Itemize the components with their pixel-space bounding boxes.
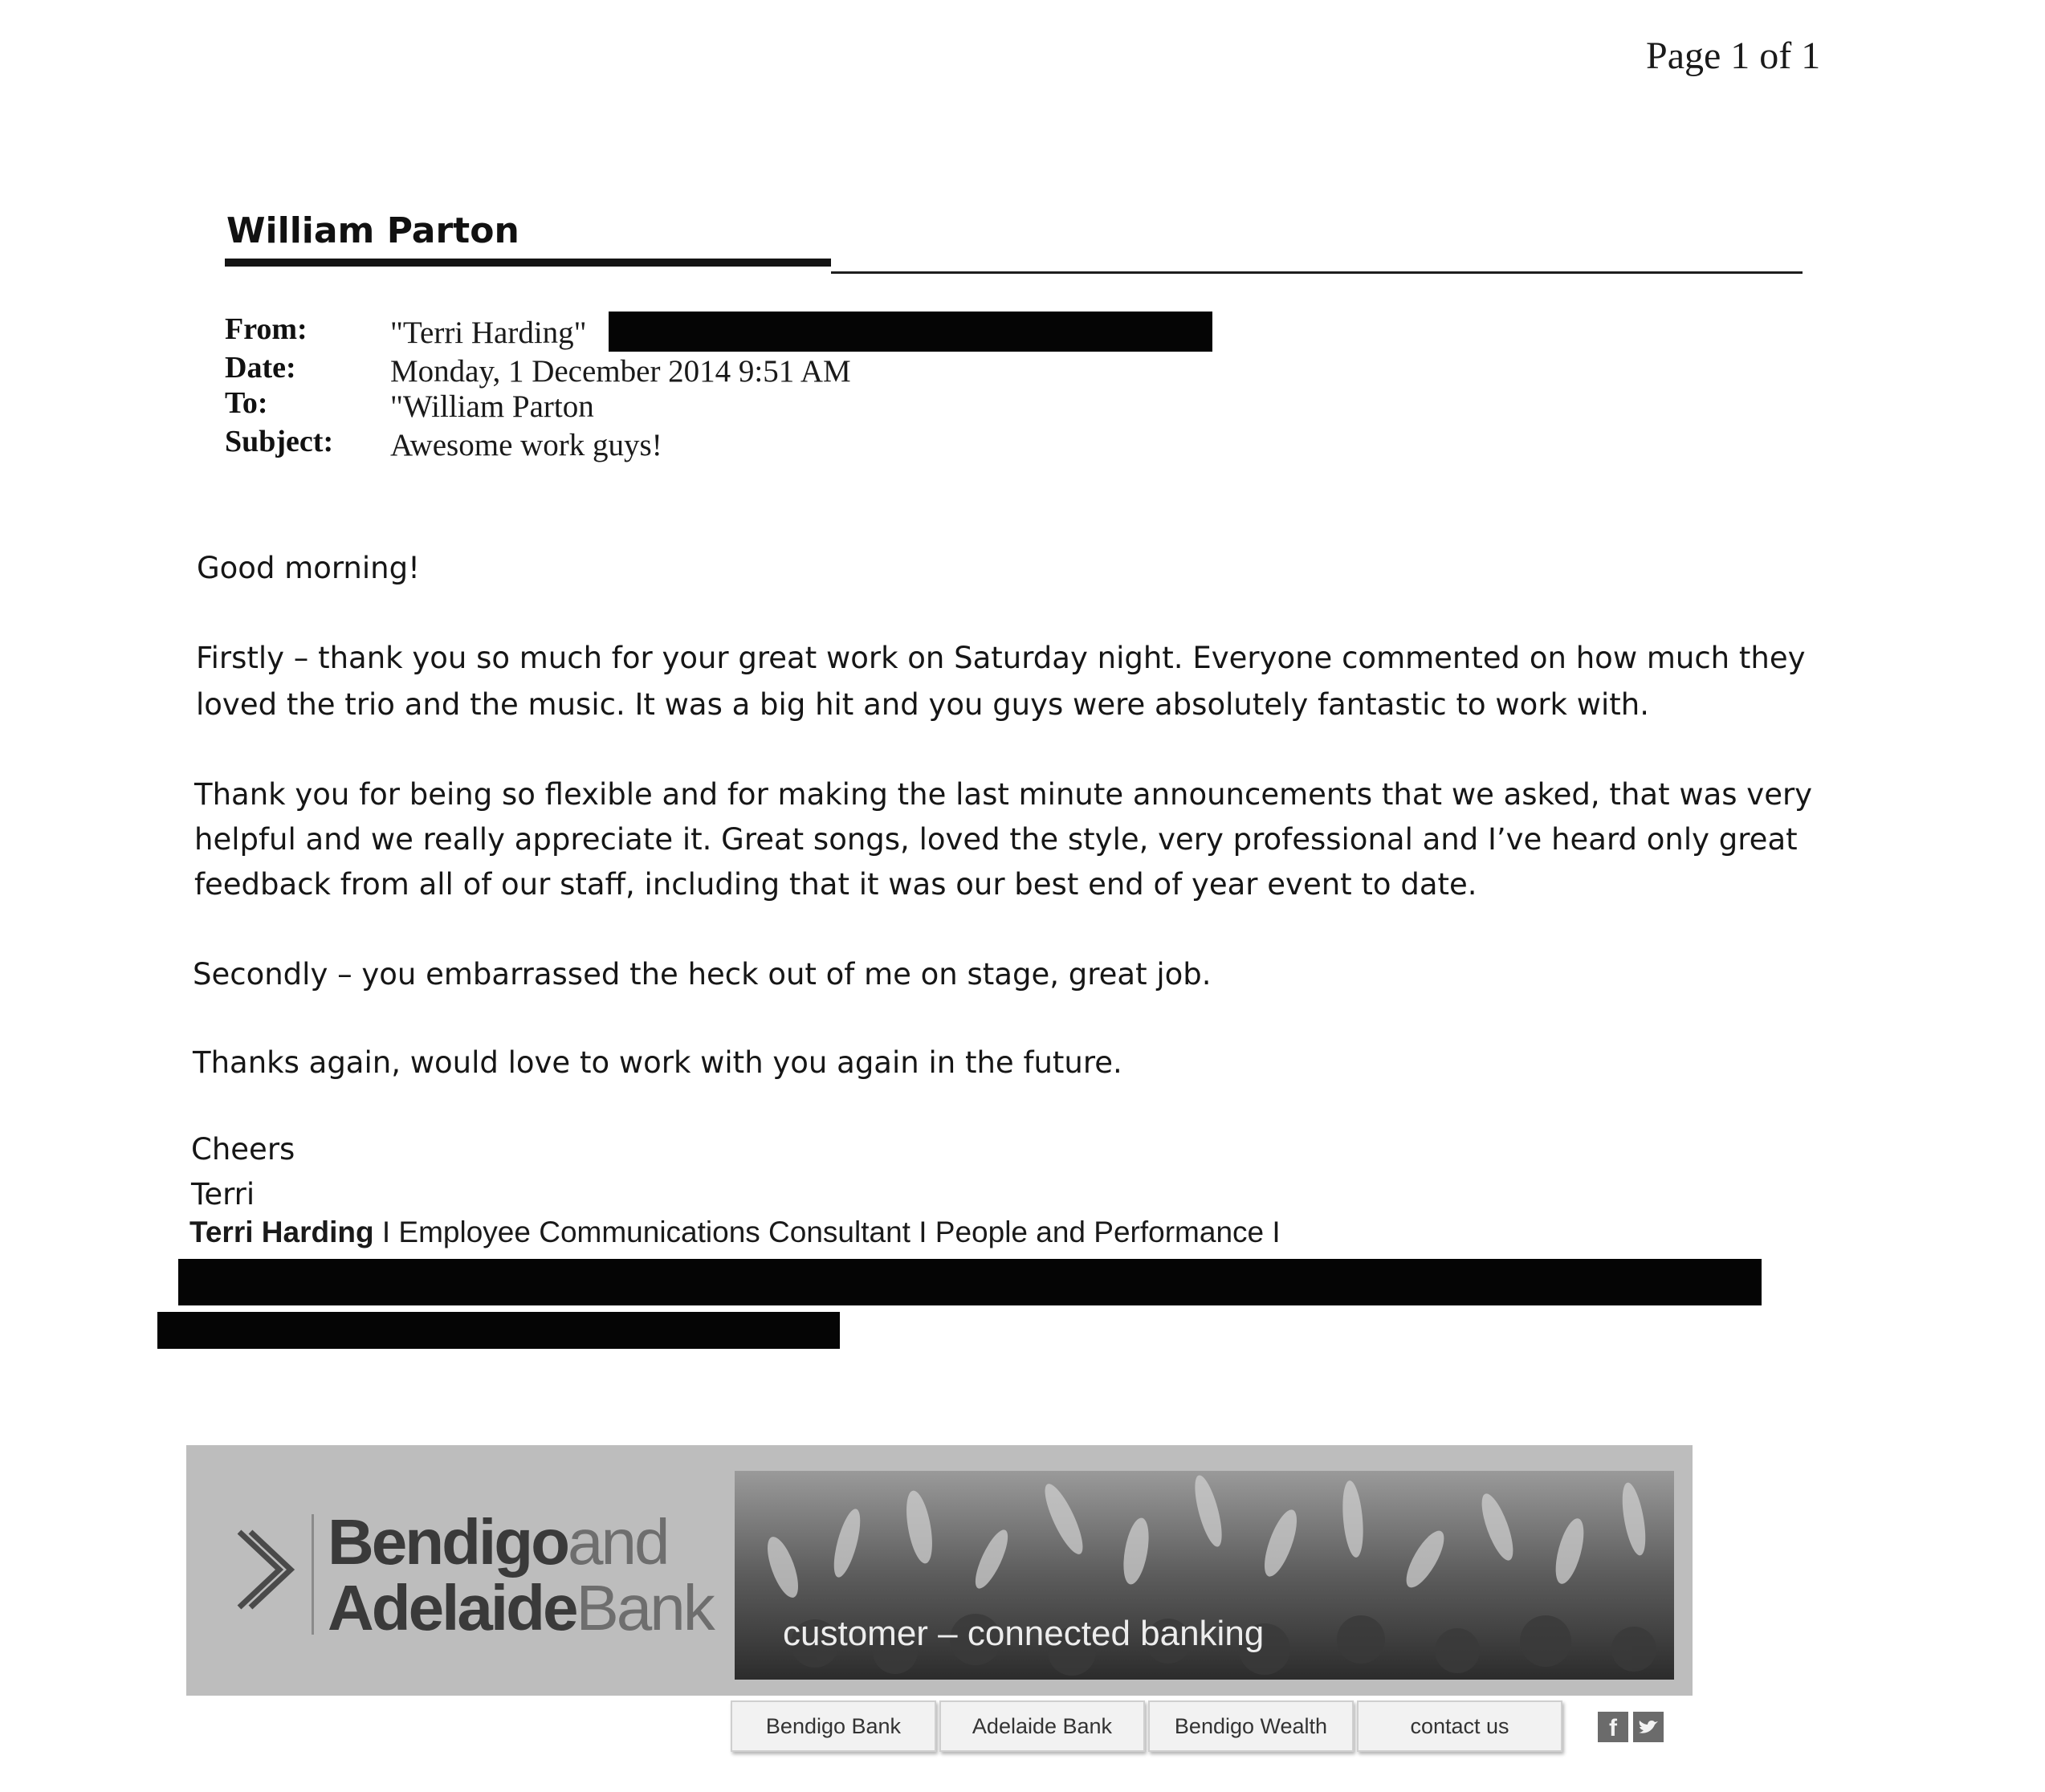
page-number: Page 1 of 1 xyxy=(1646,35,1821,77)
redaction-from-email xyxy=(609,312,1212,352)
crowd-photo xyxy=(735,1471,1674,1680)
date-label: Date: xyxy=(225,351,296,385)
paragraph-4: Thanks again, would love to work with you again in the future. xyxy=(193,1045,1122,1080)
from-value: "Terri Harding" xyxy=(390,316,587,350)
heading-rule-thin xyxy=(831,271,1803,274)
signature-details: I Employee Communications Consultant I People and Performance I xyxy=(373,1216,1281,1248)
paragraph-1-line-1: Firstly – thank you so much for your great work on Saturday night. Everyone commented on how much they xyxy=(196,641,1806,675)
banner-tagline: customer – connected banking xyxy=(783,1614,1265,1653)
logo-bendigo: Bendigo xyxy=(328,1506,568,1578)
paragraph-2-line-1: Thank you for being so flexible and for making the last minute announcements that we asked, that was very xyxy=(194,777,1813,812)
logo-adelaide: Adelaide xyxy=(328,1572,576,1643)
logo-chevron-icon xyxy=(234,1525,299,1614)
subject-label: Subject: xyxy=(225,425,334,458)
greeting: Good morning! xyxy=(197,551,420,585)
bendigo-bank-link[interactable]: Bendigo Bank xyxy=(731,1700,936,1752)
signature-name: Terri Harding xyxy=(189,1216,374,1248)
sender-heading: William Parton xyxy=(226,210,519,251)
redaction-signature-2 xyxy=(157,1312,840,1349)
paragraph-2-line-3: feedback from all of our staff, including that it was our best end of year event to date. xyxy=(194,867,1477,902)
subject-value: Awesome work guys! xyxy=(390,428,662,462)
from-label: From: xyxy=(225,312,308,346)
to-value: "William Parton xyxy=(390,389,594,424)
to-label: To: xyxy=(225,386,268,420)
heading-rule-thick xyxy=(225,259,831,267)
logo-and: and xyxy=(567,1506,668,1578)
logo-divider xyxy=(312,1514,314,1635)
logo-bank: Bank xyxy=(576,1572,713,1643)
date-value: Monday, 1 December 2014 9:51 AM xyxy=(390,354,851,389)
paragraph-1-line-2: loved the trio and the music. It was a big hit and you guys were absolutely fantastic to work with. xyxy=(196,687,1649,722)
signature-line xyxy=(189,1216,1281,1249)
redaction-signature-1 xyxy=(178,1259,1762,1305)
paragraph-3: Secondly – you embarrassed the heck out of me on stage, great job. xyxy=(193,957,1212,992)
closing: Cheers xyxy=(191,1132,295,1167)
twitter-icon[interactable] xyxy=(1633,1712,1664,1742)
facebook-icon[interactable]: f xyxy=(1598,1712,1628,1742)
paragraph-2-line-2: helpful and we really appreciate it. Great songs, loved the style, very professional and I’ve heard only great xyxy=(194,822,1798,857)
bendigo-wealth-link[interactable]: Bendigo Wealth xyxy=(1148,1700,1354,1752)
adelaide-bank-link[interactable]: Adelaide Bank xyxy=(939,1700,1145,1752)
signoff-name: Terri xyxy=(191,1177,255,1212)
bank-banner xyxy=(186,1445,1693,1696)
contact-us-link[interactable]: contact us xyxy=(1357,1700,1562,1752)
bank-logo xyxy=(328,1506,713,1643)
